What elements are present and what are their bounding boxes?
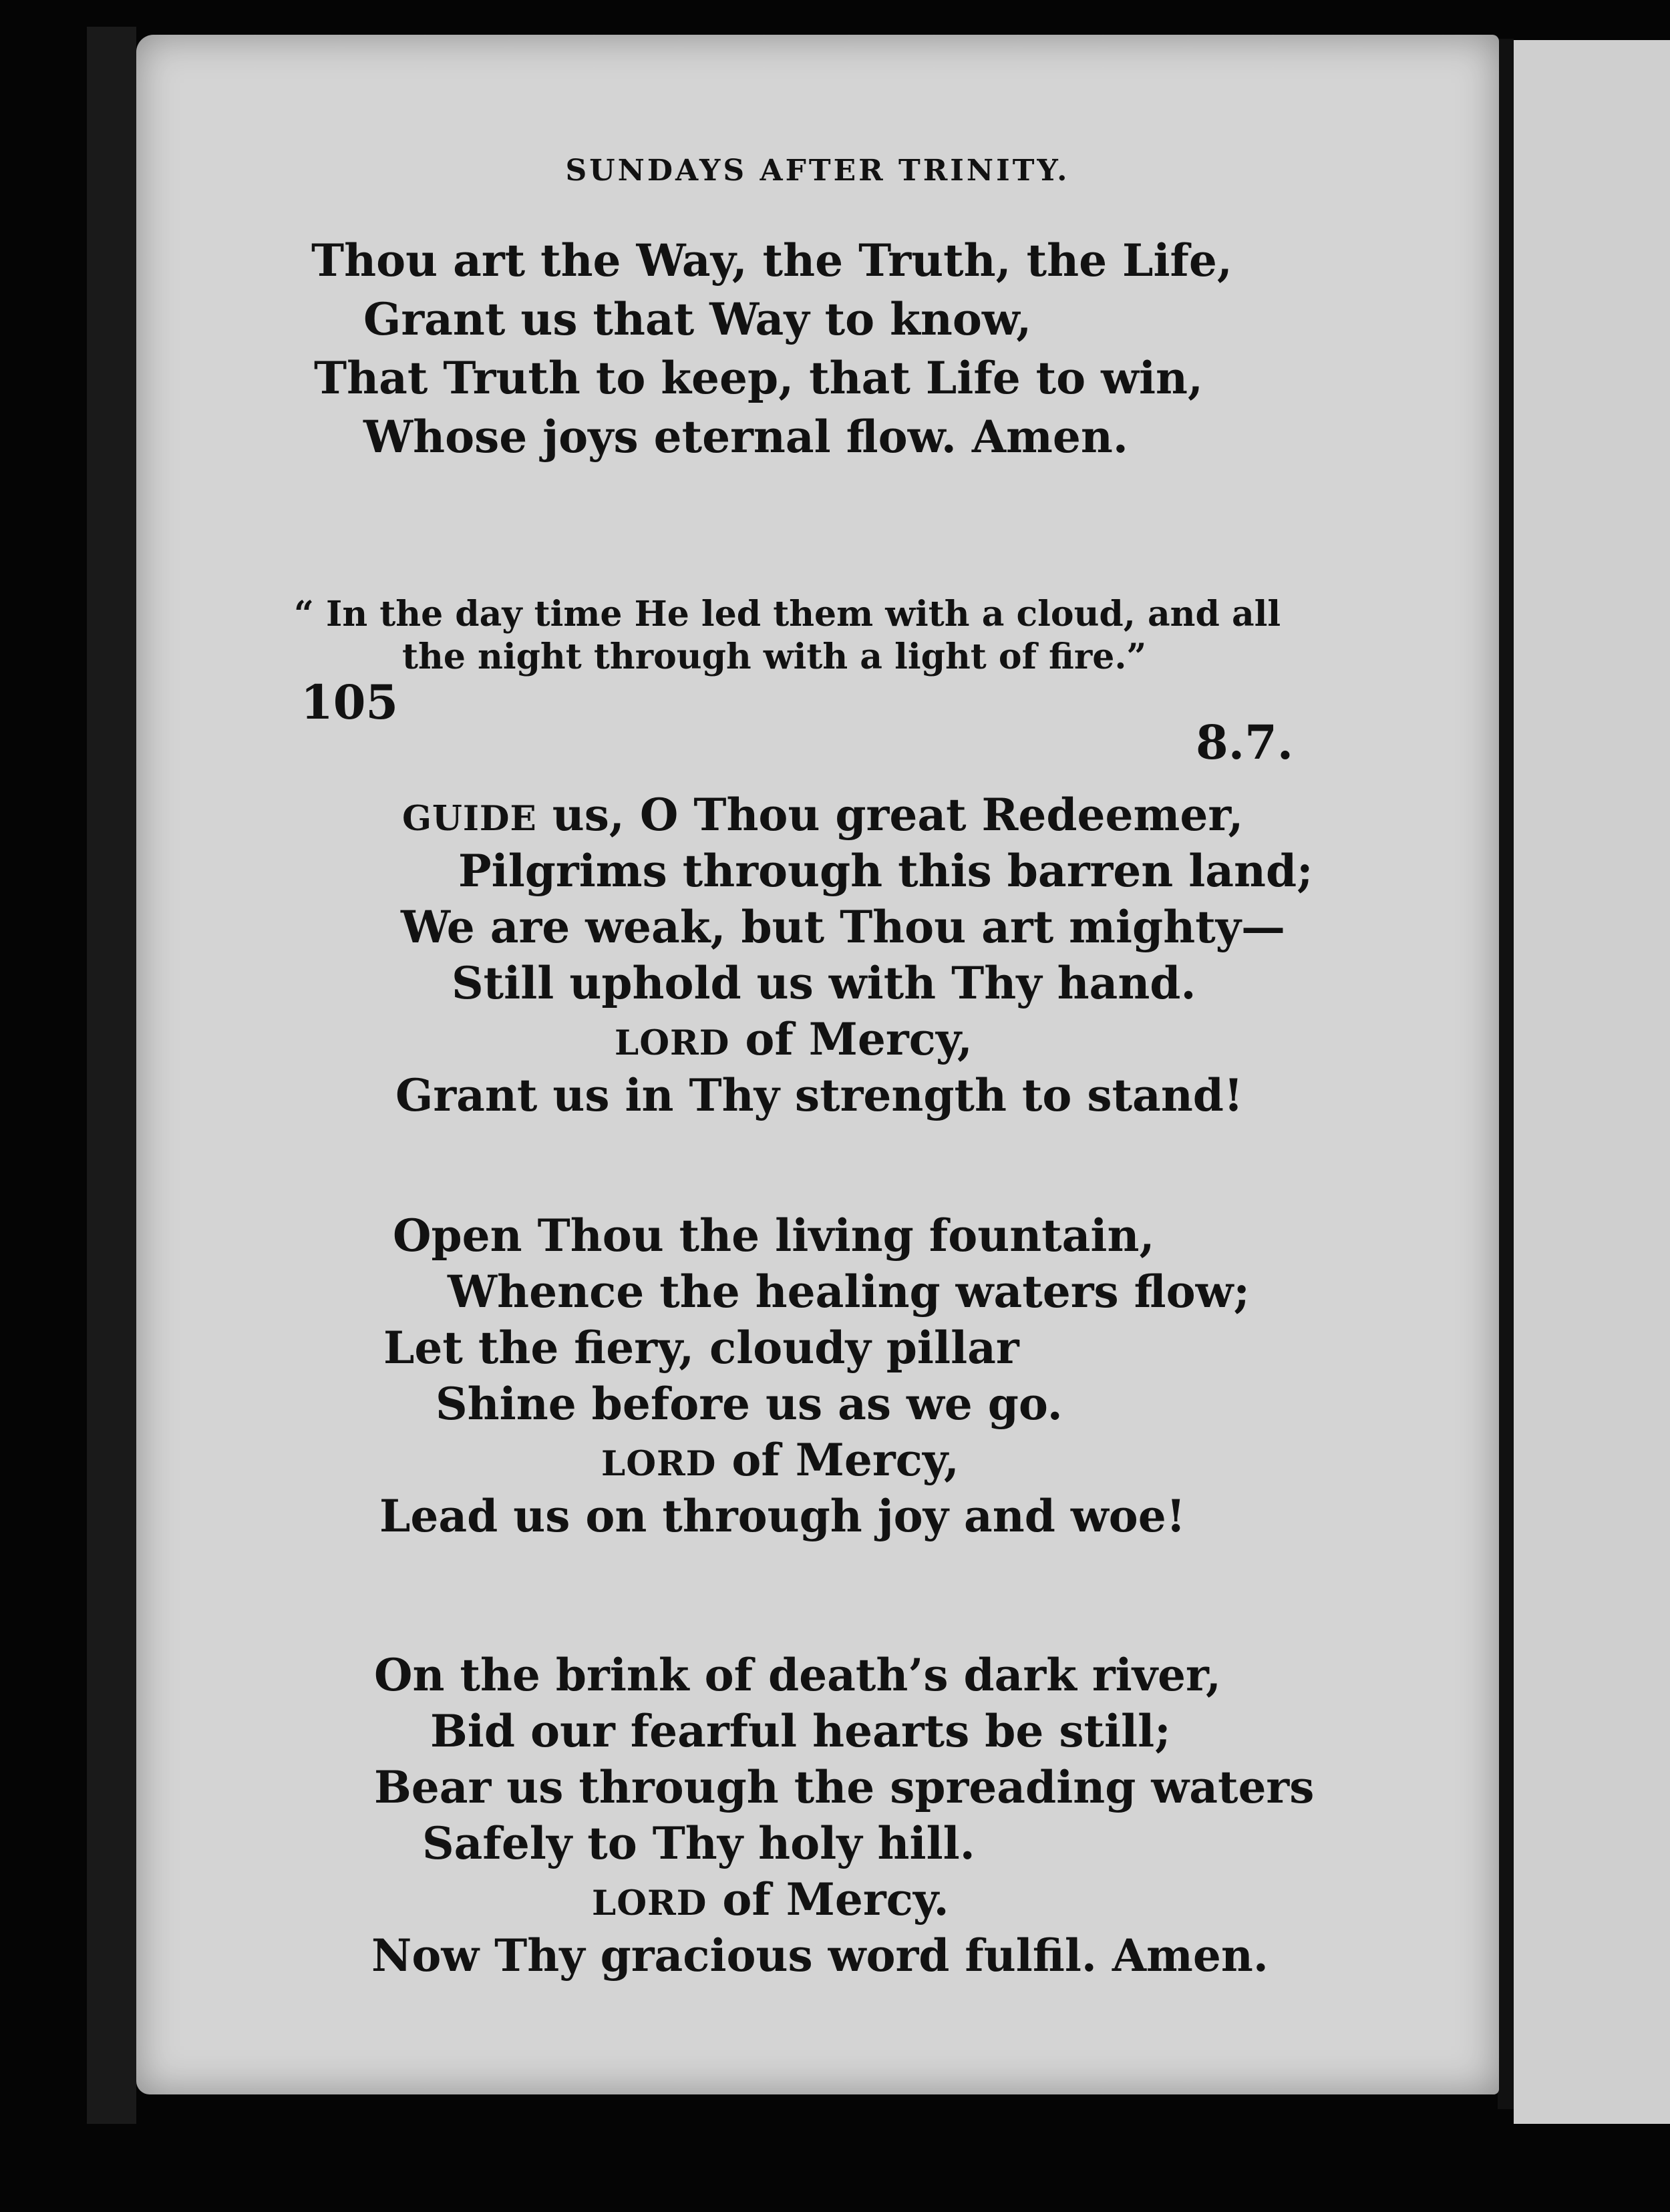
verse-text: us, O Thou great Redeemer, [536, 789, 1244, 841]
verse-line: That Truth to keep, that Life to win, [314, 352, 1204, 404]
small-caps-word: LORD [592, 1883, 707, 1923]
epigraph-line: “ In the day time He led them with a cloud, and all [294, 594, 1281, 634]
verse-line: Bear us through the spreading waters [374, 1761, 1315, 1813]
verse-line: Safely to Thy holy hill. [422, 1817, 975, 1869]
hymn-number: 105 [301, 675, 399, 730]
verse-line [402, 785, 1243, 848]
verse-line: We are weak, but Thou art mighty— [401, 901, 1286, 953]
epigraph-line: the night through with a light of fire.” [402, 636, 1147, 677]
verse-line: Bid our fearful hearts be still; [430, 1705, 1171, 1757]
verse-line: Grant us in Thy strength to stand! [395, 1069, 1243, 1121]
running-header: SUNDAYS AFTER TRINITY. [565, 154, 1070, 188]
verse-line [601, 1431, 959, 1493]
small-caps-word: LORD [601, 1444, 717, 1484]
verse-line: Open Thou the living fountain, [393, 1210, 1155, 1262]
verse-line: Whence the healing waters flow; [448, 1266, 1250, 1318]
verse-line: Shine before us as we go. [436, 1378, 1063, 1430]
hymnal-page [136, 35, 1499, 2094]
verse-line: Pilgrims through this barren land; [458, 845, 1313, 897]
verse-line: Let the fiery, cloudy pillar [383, 1322, 1019, 1374]
verse-line [592, 1870, 949, 1933]
book-spine-shadow [1498, 39, 1514, 2109]
verse-line: Grant us that Way to know, [363, 293, 1032, 345]
verse-line [615, 1010, 973, 1073]
verse-line: Now Thy gracious word fulfil. Amen. [371, 1929, 1269, 1982]
small-caps-word: GUIDE [402, 799, 537, 839]
verse-line: Thou art the Way, the Truth, the Life, [311, 234, 1232, 287]
verse-line: Lead us on through joy and woe! [379, 1490, 1186, 1542]
small-caps-word: LORD [615, 1023, 730, 1063]
verse-text: of Mercy, [716, 1434, 959, 1486]
verse-line: Still uphold us with Thy hand. [452, 957, 1196, 1009]
verse-text: of Mercy. [707, 1873, 949, 1925]
verse-text: of Mercy, [729, 1013, 973, 1065]
hymn-meter: 8.7. [1196, 715, 1294, 770]
verse-line: Whose joys eternal flow. Amen. [363, 411, 1128, 463]
book-left-edge [87, 27, 136, 2124]
facing-page [1514, 40, 1670, 2124]
verse-line: On the brink of death’s dark river, [374, 1649, 1221, 1701]
